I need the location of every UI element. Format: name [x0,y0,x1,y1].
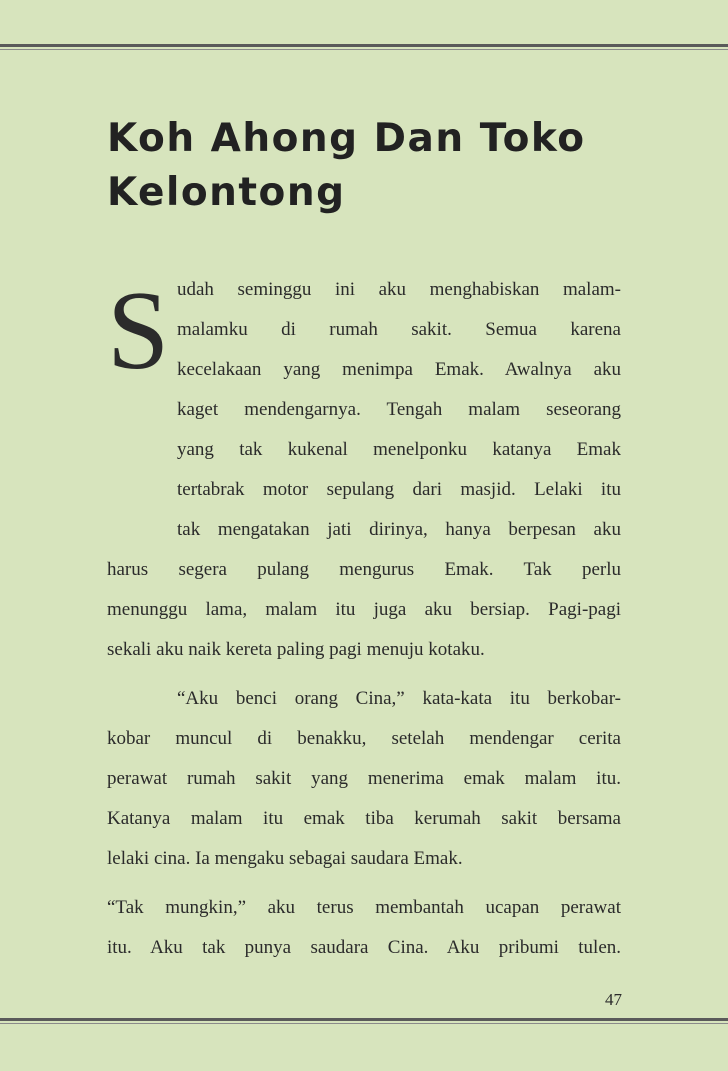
chapter-title [107,112,647,220]
paragraph-3 [107,888,621,968]
text-line: kaget mendengarnya. Tengah malam seseorang [177,399,621,420]
title-line: Kelontong [107,170,346,215]
bottom-rule [0,1018,728,1021]
text-line: yang tak kukenal menelponku katanya Emak [177,439,621,460]
drop-cap: S [107,269,170,393]
text-line: itu. Aku tak punya saudara Cina. Aku pribumi tulen. [107,937,621,958]
paragraph-2 [107,679,621,719]
text-line: kecelakaan yang menimpa Emak. Awalnya aku [177,359,621,380]
page-number: 47 [605,990,622,1009]
body-text [107,270,621,968]
text-line: perawat rumah sakit yang menerima emak malam itu. [107,768,621,789]
title-line: Koh Ahong Dan Toko [107,116,586,161]
text-line: Katanya malam itu emak tiba kerumah sakit bersama [107,808,621,829]
text-line: sekali aku naik kereta paling pagi menuju kotaku. [107,639,485,660]
paragraph-2-cont [107,719,621,879]
text-line: udah seminggu ini aku menghabiskan malam- [177,279,621,300]
text-line: harus segera pulang mengurus Emak. Tak perlu [107,559,621,580]
top-rule [0,44,728,47]
text-line: kobar muncul di benakku, setelah mendengar cerita [107,728,621,749]
text-line: “Aku benci orang Cina,” kata-kata itu berkobar- [177,688,621,709]
text-line: “Tak mungkin,” aku terus membantah ucapan perawat [107,897,621,918]
top-rule-thin [0,49,728,50]
text-line: menunggu lama, malam itu juga aku bersiap. Pagi-pagi [107,599,621,620]
text-line: lelaki cina. Ia mengaku sebagai saudara Emak. [107,848,463,869]
paragraph-1 [107,270,621,670]
text-line: malamku di rumah sakit. Semua karena [177,319,621,340]
text-line: tertabrak motor sepulang dari masjid. Lelaki itu [177,479,621,500]
text-line: tak mengatakan jati dirinya, hanya berpesan aku [177,519,621,540]
bottom-rule-thin [0,1023,728,1024]
